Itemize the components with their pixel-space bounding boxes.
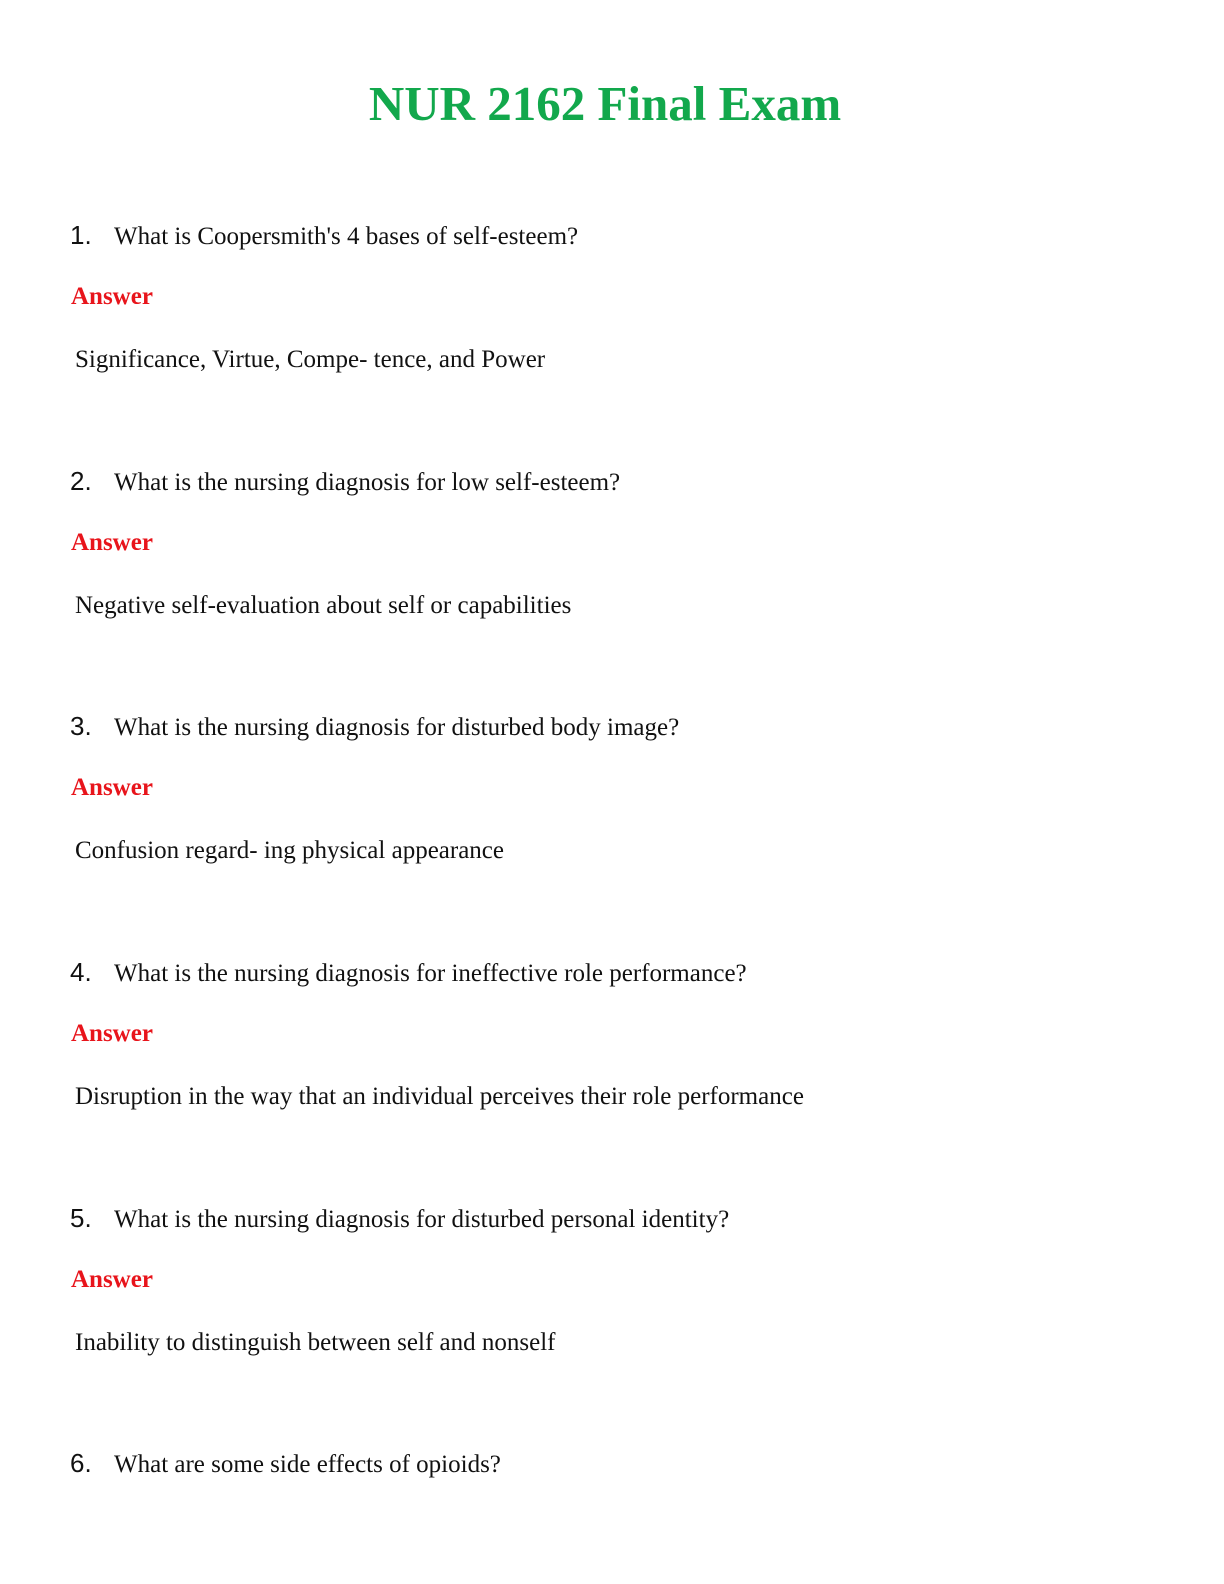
question-number: 6. [70,1448,92,1478]
question [70,1202,729,1234]
answer-label: Answer [71,529,153,556]
question-text: What are some side effects of opioids? [114,1451,501,1478]
question-text: What is the nursing diagnosis for disturbed personal identity? [114,1206,730,1233]
question-number: 2. [70,466,92,496]
question [70,710,679,742]
question-text: What is the nursing diagnosis for low self-esteem? [114,469,621,496]
answer-label: Answer [71,1266,153,1293]
answer-label: Answer [71,1020,153,1047]
question [70,465,620,497]
answer-text: Disruption in the way that an individual perceives their role performance [75,1083,804,1110]
answer-text: Significance, Virtue, Compe- tence, and Power [75,346,546,373]
question [70,1447,501,1479]
answer-label: Answer [71,774,153,801]
question-number: 1. [70,220,92,250]
answer-label: Answer [71,283,153,310]
question [70,219,578,251]
question-text: What is Coopersmith's 4 bases of self-esteem? [114,223,579,250]
question-number: 3. [70,711,92,741]
question [70,956,747,988]
question-number: 5. [70,1203,92,1233]
answer-text: Confusion regard- ing physical appearance [75,837,505,864]
page-title: NUR 2162 Final Exam [368,76,842,131]
question-text: What is the nursing diagnosis for disturbed body image? [114,714,680,741]
answer-text: Negative self-evaluation about self or capabilities [75,592,572,619]
answer-text: Inability to distinguish between self and nonself [75,1329,556,1356]
question-number: 4. [70,957,92,987]
question-text: What is the nursing diagnosis for ineffective role performance? [114,960,747,987]
